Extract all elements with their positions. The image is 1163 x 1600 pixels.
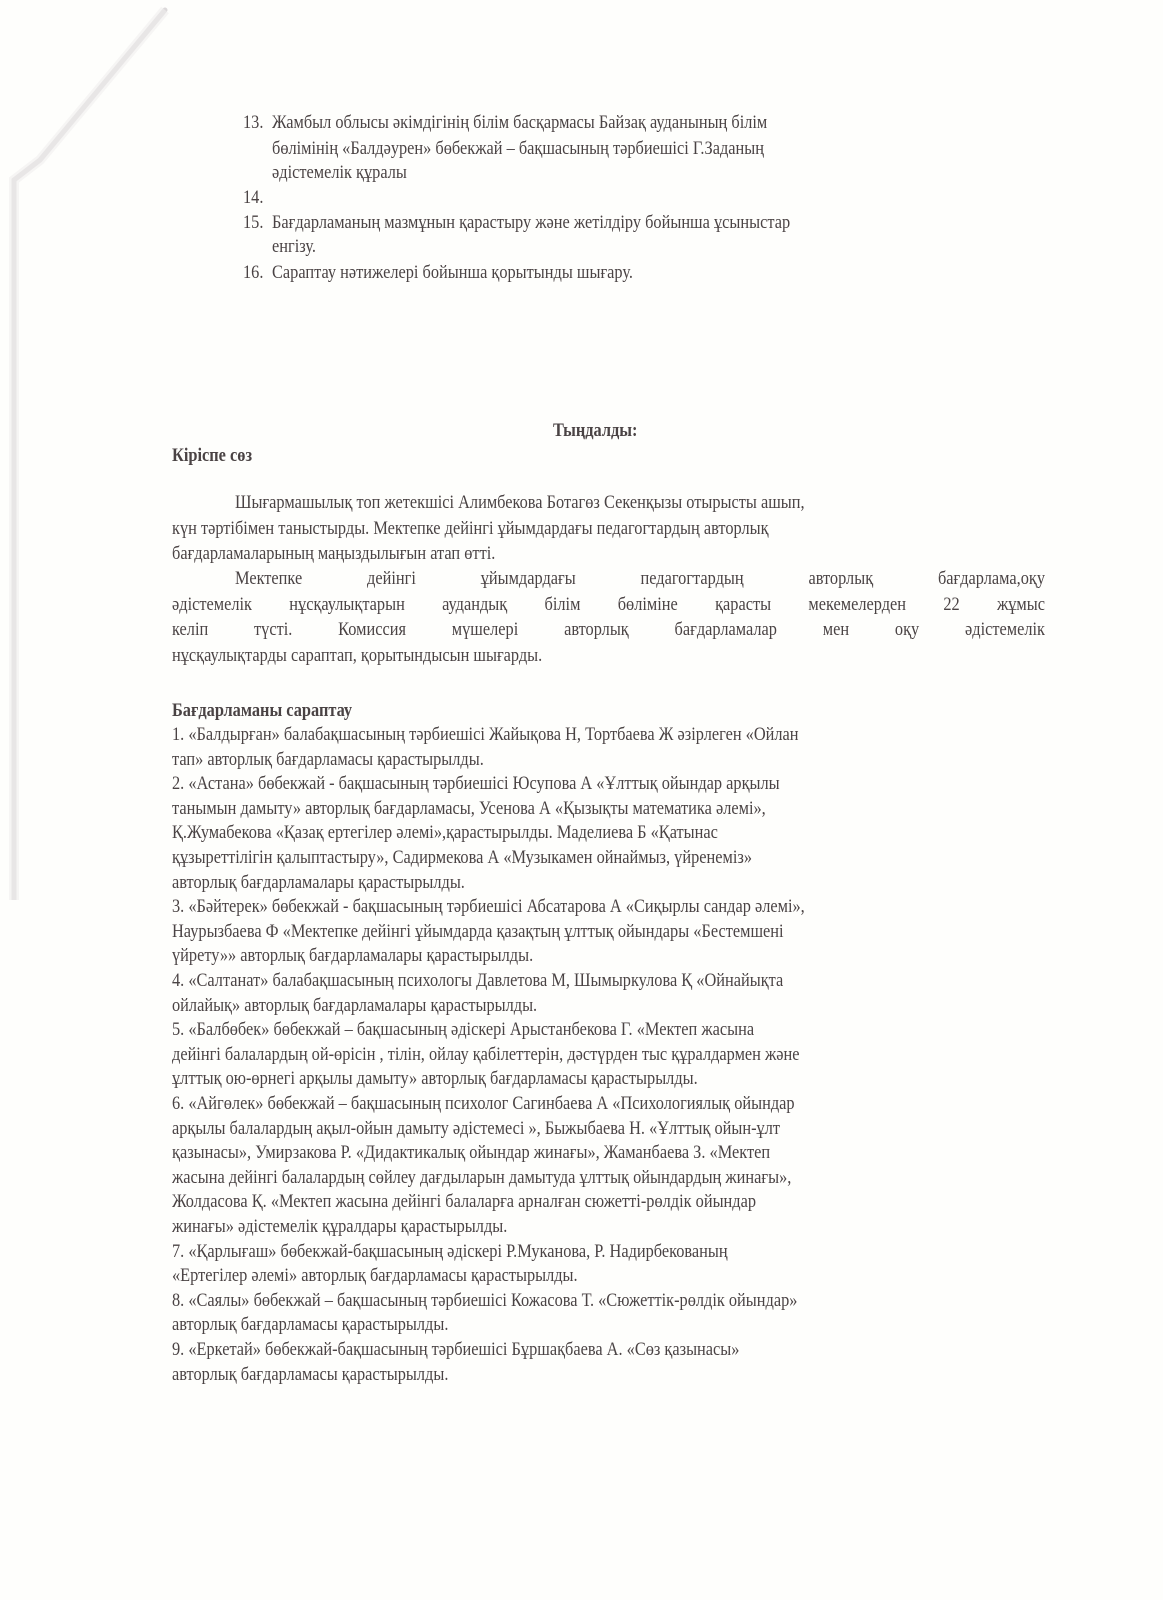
agenda-item-text: әдістемелік құралы xyxy=(272,162,407,183)
review-heading: Бағдарламаны сараптау xyxy=(172,700,353,721)
review-list-line: жинағы» әдістемелік құралдары қарастырылды. xyxy=(172,1216,508,1237)
review-list-line: арқылы балалардың ақыл-ойын дамыту әдістемесі », Быжыбаева Н. «Ұлттық ойын-ұлт xyxy=(172,1118,781,1139)
intro-paragraph-line: нұсқаулықтарды сараптап, қорытындысын шығарды. xyxy=(172,645,543,666)
heard-heading: Тыңдалды: xyxy=(553,420,638,441)
review-list-line: авторлық бағдарламасы қарастырылды. xyxy=(172,1314,449,1335)
agenda-item-text: Сараптау нәтижелері бойынша қорытынды шығару. xyxy=(272,262,633,283)
agenda-item-text: Жамбыл облысы әкімдігінің білім басқармасы Байзақ ауданының білім xyxy=(272,112,768,133)
review-list-line: 1. «Балдырған» балабақшасының тәрбиешісі Жайықова Н, Тортбаева Ж әзірлеген «Ойлан xyxy=(172,724,799,745)
review-list-line: Наурызбаева Ф «Мектепке дейінгі ұйымдарда қазақтың ұлттық ойындары «Бестемшені xyxy=(172,921,784,942)
review-list-line: 5. «Балбөбек» бөбекжай – бақшасының әдіскері Арыстанбекова Г. «Мектеп жасына xyxy=(172,1019,755,1040)
review-list-line: дейінгі балалардың ой-өрісін , тілін, ойлау қабілеттерін, дәстүрден тыс құралдармен және xyxy=(172,1044,800,1065)
agenda-item-text: Бағдарламаның мазмұнын қарастыру және жетілдіру бойынша ұсыныстар xyxy=(272,212,791,233)
agenda-item-number: 15. xyxy=(243,212,264,233)
intro-paragraph-line: бағдарламаларының маңыздылығын атап өтті. xyxy=(172,543,496,564)
agenda-item-number: 13. xyxy=(243,112,264,133)
agenda-item-text: бөлімінің «Балдәурен» бөбекжай – бақшасының тәрбиешісі Г.Заданың xyxy=(272,138,764,159)
review-list-line: Жолдасова Қ. «Мектеп жасына дейінгі балаларға арналған сюжетті-рөлдік ойындар xyxy=(172,1191,757,1212)
intro-paragraph-line: әдістемелік нұсқаулықтарын аудандық білім бөліміне қарасты мекемелерден 22 жұмыс xyxy=(172,594,1046,615)
review-list-line: Қ.Жумабекова «Қазақ ертегілер әлемі»,қарастырылды. Маделиева Б «Қатынас xyxy=(172,822,718,843)
review-list-line: жасына дейінгі балалардың сөйлеу дағдыларын дамытуда ұлттық ойындардың жинағы», xyxy=(172,1167,792,1188)
review-list-line: қазынасы», Умирзакова Р. «Дидактикалық ойындар жинағы», Жаманбаева З. «Мектеп xyxy=(172,1142,771,1163)
intro-paragraph-line: күн тәртібімен таныстырды. Мектепке дейінгі ұйымдардағы педагогтардың авторлық xyxy=(172,518,769,539)
review-list-line: 7. «Қарлығаш» бөбекжай-бақшасының әдіскері Р.Муканова, Р. Надирбекованың xyxy=(172,1241,728,1262)
intro-paragraph-line: келіп түсті. Комиссия мүшелері авторлық бағдарламалар мен оқу әдістемелік xyxy=(172,619,1045,640)
intro-paragraph-line: Шығармашылық топ жетекшісі Алимбекова Ботагөз Секенқызы отырысты ашып, xyxy=(235,492,805,513)
agenda-item-number: 16. xyxy=(243,262,264,283)
agenda-item-text: енгізу. xyxy=(272,236,316,257)
scan-fold-artifact xyxy=(0,0,200,900)
review-list-line: 6. «Айгөлек» бөбекжай – бақшасының психолог Сагинбаева А «Психологиялық ойындар xyxy=(172,1093,795,1114)
intro-paragraph-line: Мектепке дейінгі ұйымдардағы педагогтардың авторлық бағдарлама,оқу xyxy=(235,568,1045,589)
review-list-line: 3. «Бәйтерек» бөбекжай - бақшасының тәрбиешісі Абсатарова А «Сиқырлы сандар әлемі», xyxy=(172,896,805,917)
review-list-line: авторлық бағдарламалары қарастырылды. xyxy=(172,872,465,893)
review-list-line: тап» авторлық бағдарламасы қарастырылды. xyxy=(172,749,484,770)
review-list-line: 4. «Салтанат» балабақшасының психологы Давлетова М, Шымыркулова Қ «Ойнайықта xyxy=(172,970,784,991)
review-list-line: «Ертегілер әлемі» авторлық бағдарламасы қарастырылды. xyxy=(172,1265,578,1286)
review-list-line: ойлайық» авторлық бағдарламалары қарастырылды. xyxy=(172,995,538,1016)
review-list-line: 2. «Астана» бөбекжай - бақшасының тәрбиешісі Юсупова А «Ұлттық ойындар арқылы xyxy=(172,773,780,794)
intro-heading: Кіріспе сөз xyxy=(172,445,253,466)
review-list-line: танымын дамыту» авторлық бағдарламасы, Усенова А «Қызықты математика әлемі», xyxy=(172,798,766,819)
review-list-line: авторлық бағдарламасы қарастырылды. xyxy=(172,1364,449,1385)
review-list-line: құзыреттілігін қалыптастыру», Садирмекова А «Музыкамен ойнаймыз, үйренеміз» xyxy=(172,847,753,868)
review-list-line: ұлттық ою-өрнегі арқылы дамыту» авторлық бағдарламасы қарастырылды. xyxy=(172,1068,698,1089)
review-list-line: үйрету»» авторлық бағдарламалары қарастырылды. xyxy=(172,945,534,966)
review-list-line: 9. «Еркетай» бөбекжай-бақшасының тәрбиешісі Бұршақбаева А. «Сөз қазынасы» xyxy=(172,1339,740,1360)
review-list-line: 8. «Саялы» бөбекжай – бақшасының тәрбиешісі Кожасова Т. «Сюжеттік-рөлдік ойындар» xyxy=(172,1290,798,1311)
agenda-item-number: 14. xyxy=(243,187,264,208)
